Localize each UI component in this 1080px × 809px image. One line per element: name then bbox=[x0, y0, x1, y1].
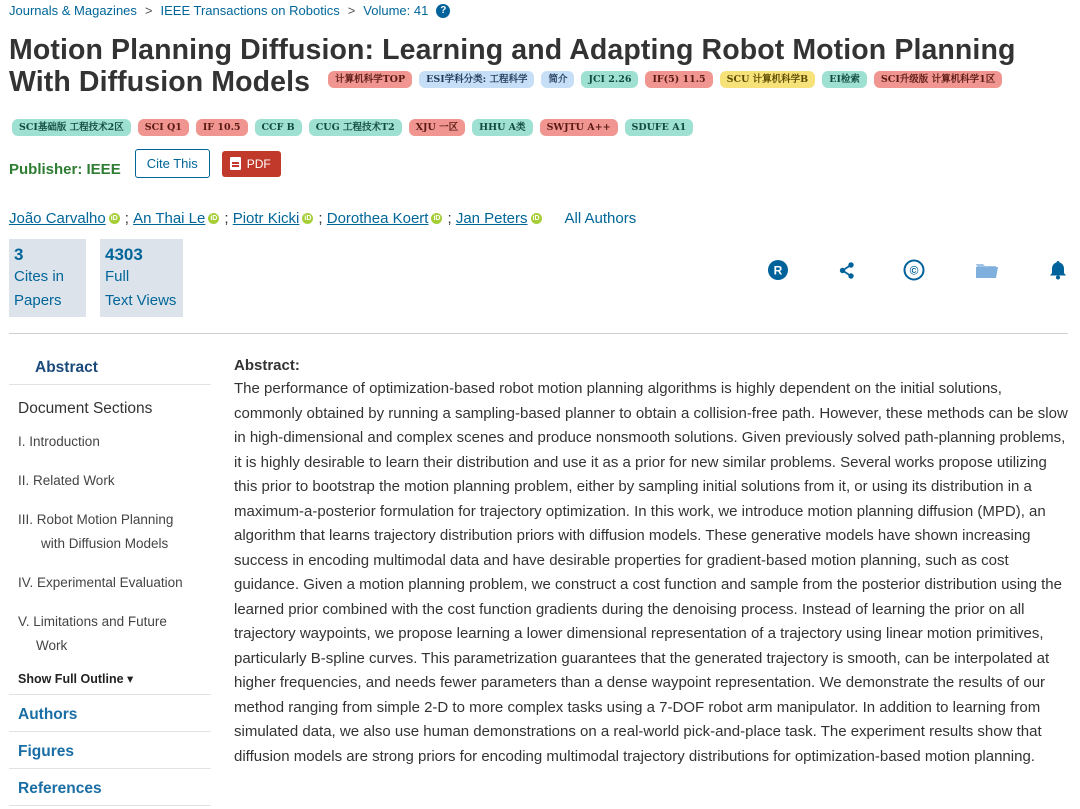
action-toolbar bbox=[766, 258, 1070, 282]
rights-icon[interactable] bbox=[766, 258, 790, 282]
share-icon[interactable] bbox=[835, 258, 859, 282]
author-separator: ; bbox=[224, 210, 229, 227]
views-count: 4303 bbox=[105, 245, 143, 264]
section-number: II. bbox=[18, 473, 30, 488]
section-title: Limitations and Future bbox=[33, 614, 167, 629]
section-title: Related Work bbox=[33, 473, 115, 488]
author-link[interactable]: An Thai Le bbox=[133, 210, 206, 227]
orcid-icon[interactable]: iD bbox=[210, 215, 218, 222]
ranking-badge[interactable]: EI检索 bbox=[822, 71, 867, 88]
author-link[interactable]: Jan Peters bbox=[455, 210, 528, 227]
pdf-button-label: PDF bbox=[246, 156, 271, 171]
section-title-cont: with Diffusion Models bbox=[41, 536, 169, 551]
section-number: IV. bbox=[18, 575, 34, 590]
pdf-button[interactable] bbox=[222, 151, 281, 177]
copyright-icon-glyph: © bbox=[909, 263, 919, 278]
author-link[interactable]: João Carvalho bbox=[9, 210, 106, 227]
section-title: Robot Motion Planning bbox=[36, 512, 174, 527]
ranking-badge[interactable]: HHU A类 bbox=[472, 119, 532, 136]
section-title-cont: Work bbox=[36, 638, 68, 653]
ranking-badge[interactable]: ESI学科分类: 工程科学 bbox=[419, 71, 534, 88]
publisher-label: Publisher: IEEE bbox=[9, 161, 121, 178]
author-separator: ; bbox=[124, 210, 129, 227]
cites-label-line2: Papers bbox=[14, 292, 62, 309]
author-link[interactable]: Dorothea Koert bbox=[326, 210, 429, 227]
ranking-badge[interactable]: SCI Q1 bbox=[138, 119, 189, 136]
section-number: I. bbox=[18, 434, 26, 449]
ranking-badge[interactable]: SCU 计算机科学B bbox=[720, 71, 816, 88]
pdf-icon bbox=[230, 157, 241, 170]
ranking-badge[interactable]: XJU 一区 bbox=[409, 119, 465, 136]
sidebar-authors-link[interactable]: Authors bbox=[9, 695, 211, 732]
ranking-badge[interactable]: SWJTU A++ bbox=[540, 119, 618, 136]
section-item-limitations[interactable] bbox=[9, 595, 211, 658]
section-number: III. bbox=[18, 512, 34, 527]
chevron-down-icon: ▾ bbox=[127, 672, 134, 686]
section-title: Experimental Evaluation bbox=[37, 575, 183, 590]
show-full-outline-button[interactable] bbox=[9, 664, 211, 695]
badge-row-2 bbox=[12, 119, 693, 136]
section-title: Introduction bbox=[29, 434, 100, 449]
rights-icon-glyph: R bbox=[773, 263, 783, 278]
orcid-icon[interactable]: iD bbox=[304, 215, 312, 222]
cites-count: 3 bbox=[14, 245, 24, 264]
page-title bbox=[9, 34, 1069, 98]
folder-icon[interactable] bbox=[975, 258, 999, 282]
document-sections-heading: Document Sections bbox=[18, 400, 153, 417]
cites-metric[interactable] bbox=[9, 239, 86, 317]
ranking-badge[interactable]: JCI 2.26 bbox=[581, 71, 638, 88]
breadcrumb-journal[interactable]: IEEE Transactions on Robotics bbox=[160, 3, 340, 18]
help-icon[interactable]: ? bbox=[436, 4, 450, 18]
views-label-line2: Text Views bbox=[105, 292, 177, 309]
sidebar-figures-link[interactable]: Figures bbox=[9, 732, 211, 769]
ranking-badge[interactable]: CUG 工程技术T2 bbox=[309, 119, 402, 136]
section-item-robot-motion-planning[interactable] bbox=[9, 493, 211, 556]
section-item-experimental-evaluation[interactable] bbox=[9, 556, 211, 595]
cite-this-button[interactable]: Cite This bbox=[135, 149, 210, 178]
article-title: Motion Planning Diffusion: Learning and Adapting Robot Motion Planning With Diffusion Models bbox=[9, 34, 1016, 98]
ranking-badge[interactable]: SCI升级版 计算机科学1区 bbox=[874, 71, 1002, 88]
breadcrumb-separator: > bbox=[144, 3, 153, 18]
author-link[interactable]: Piotr Kicki bbox=[232, 210, 300, 227]
breadcrumb-volume[interactable]: Volume: 41 bbox=[363, 3, 429, 18]
breadcrumb-journals[interactable]: Journals & Magazines bbox=[9, 3, 137, 18]
author-separator: ; bbox=[318, 210, 323, 227]
abstract-text: The performance of optimization-based robot motion planning algorithms is highly dependent on the initial solutions, commonly obtained by running a sampling-based planner to obtain a collision-free path. However, these methods can be slow in high-dimensional and complex scenes and produce nonsmooth solutions. Given previously solved path-planning problems, it is highly desirable to learn their distribution and use it as a prior for new similar problems. Several works propose utilizing this prior to bootstrap the motion planning problem, either by sampling initial solutions from it, or using its distribution in a maximum-a-posterior formulation for trajectory optimization. In this work, we introduce motion planning diffusion (MPD), an algorithm that learns trajectory distribution priors with diffusion models. These generative models have shown increasing success in encoding multimodal data and have desirable properties for gradient-based motion planning, such as cost guidance. Given a motion planning problem, we construct a cost function and sample from the posterior distribution using the learned prior combined with the cost function gradients during the denoising process. Instead of learning the prior on all trajectory waypoints, we propose learning a lower dimensional representation of a trajectory using linear motion primitives, particularly B-spline curves. This parametrization guarantees that the generated trajectory is smooth, can be interpolated at higher frequencies, and needs fewer parameters than a dense waypoint representation. We demonstrate the results of our method ranging from simple 2-D to more complex tasks using a 7-DOF robot arm manipulator. In addition to learning from simulated data, we also use human demonstrations on a real-world pick-and-place task. The experiment results show that diffusion models are strong priors for encoding multimodal trajectory distributions for optimization-based motion planning. bbox=[234, 380, 1068, 765]
sidebar-abstract-link[interactable]: Abstract bbox=[9, 346, 211, 385]
cites-label-line1: Cites in bbox=[14, 268, 65, 285]
ranking-badge[interactable]: IF 10.5 bbox=[196, 119, 248, 136]
orcid-icon[interactable]: iD bbox=[532, 215, 540, 222]
ranking-badge[interactable]: 计算机科学TOP bbox=[328, 71, 412, 88]
ranking-badge[interactable]: 简介 bbox=[541, 71, 574, 88]
document-sidebar bbox=[9, 346, 211, 806]
orcid-icon[interactable]: iD bbox=[433, 215, 441, 222]
author-separator: ; bbox=[447, 210, 452, 227]
show-outline-label: Show Full Outline bbox=[18, 672, 124, 686]
views-metric[interactable] bbox=[100, 239, 183, 317]
bell-icon[interactable] bbox=[1046, 258, 1070, 282]
sidebar-references-link[interactable]: References bbox=[9, 769, 211, 806]
divider bbox=[9, 333, 1068, 334]
abstract-section bbox=[234, 356, 1068, 769]
publisher-row bbox=[9, 149, 281, 178]
author-list bbox=[9, 210, 636, 227]
badge-row-1 bbox=[328, 71, 1002, 88]
ranking-badge[interactable]: IF(5) 11.5 bbox=[645, 71, 712, 88]
views-label-line1: Full bbox=[105, 268, 130, 285]
section-item-related-work[interactable] bbox=[9, 454, 211, 493]
ranking-badge[interactable]: SDUFE A1 bbox=[625, 119, 694, 136]
copyright-icon[interactable] bbox=[902, 258, 926, 282]
breadcrumb bbox=[9, 3, 450, 18]
all-authors-link[interactable]: All Authors bbox=[564, 210, 637, 227]
orcid-icon[interactable]: iD bbox=[110, 215, 118, 222]
ranking-badge[interactable]: CCF B bbox=[255, 119, 302, 136]
section-number: V. bbox=[18, 614, 30, 629]
ranking-badge[interactable]: SCI基础版 工程技术2区 bbox=[12, 119, 131, 136]
breadcrumb-separator: > bbox=[347, 3, 356, 18]
abstract-label: Abstract: bbox=[234, 357, 300, 374]
section-item-introduction[interactable] bbox=[9, 424, 211, 454]
